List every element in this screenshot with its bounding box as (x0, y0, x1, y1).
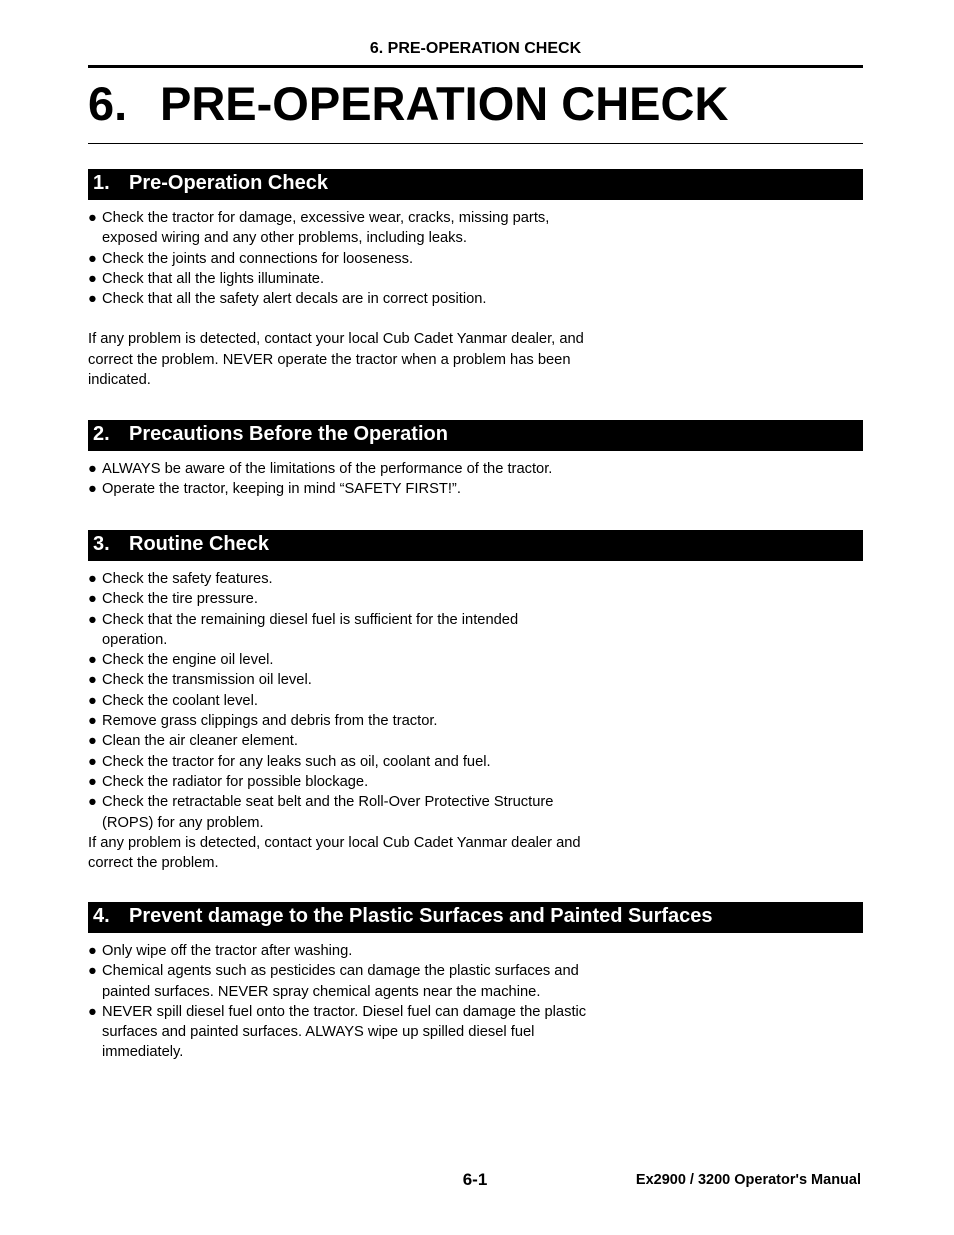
section-heading (88, 169, 863, 200)
page-number: 6-1 (462, 1170, 488, 1189)
manual-title: Ex2900 / 3200 Operator's Manual (635, 1172, 861, 1188)
bullet-icon: ● (88, 250, 97, 267)
bullet-icon: ● (88, 481, 97, 498)
bullet-icon: ● (88, 963, 97, 980)
list-item: ● Check that all the safety alert decals are in correct position. (88, 289, 608, 309)
section-number: 2. (93, 423, 110, 445)
section-note: If any problem is detected, contact your local Cub Cadet Yanmar dealer and correct the problem. (88, 834, 581, 872)
list-item: ● Operate the tractor, keeping in mind “SAFETY FIRST!”. (88, 479, 608, 499)
bullet-icon: ● (88, 652, 97, 669)
bullet-icon: ● (88, 692, 97, 709)
section-routine-check (88, 530, 863, 873)
list-item: ● Check the coolant level. (88, 691, 608, 711)
bullet-icon: ● (88, 794, 97, 811)
section-pre-operation-check (88, 169, 863, 390)
section-number: 1. (93, 172, 110, 194)
list-item: ● Clean the air cleaner element. (88, 731, 608, 751)
section-note: If any problem is detected, contact your local Cub Cadet Yanmar dealer, and correct the problem. NEVER operate the tractor when a problem has been indicated. (88, 331, 584, 389)
bullet-icon: ● (88, 461, 97, 477)
list-item: ● Check that the remaining diesel fuel is sufficient for the intended operation. (88, 611, 519, 648)
bullet-icon: ● (88, 733, 97, 750)
section-heading (88, 902, 863, 933)
bullet-icon: ● (88, 611, 97, 628)
list-item: ● Check the tractor for any leaks such as oil, coolant and fuel. (88, 752, 608, 772)
bullet-icon: ● (88, 713, 97, 730)
bullet-list (88, 941, 608, 1063)
bullet-list (88, 208, 608, 309)
bullet-icon: ● (88, 270, 97, 287)
section-precautions (88, 420, 863, 500)
list-item: ● Only wipe off the tractor after washing. (88, 941, 608, 961)
section-title: Precautions Before the Operation (129, 423, 448, 445)
list-item: ● Chemical agents such as pesticides can damage the plastic surfaces and painted surfaces. NEVER spray chemical agents near the machine. (88, 963, 579, 1000)
chapter-title-text: PRE-OPERATION CHECK (160, 77, 729, 130)
list-item: ● Check that all the lights illuminate. (88, 269, 608, 289)
section-heading (88, 420, 863, 451)
section-title: Pre-Operation Check (129, 172, 328, 194)
list-item: ● Check the safety features. (88, 569, 608, 589)
section-prevent-damage (88, 902, 863, 1063)
section-heading (88, 530, 863, 561)
chapter-number: 6. (88, 77, 128, 130)
bullet-icon: ● (88, 210, 97, 226)
chapter-title (88, 76, 863, 132)
header-rule (88, 65, 863, 68)
list-item: ● Remove grass clippings and debris from the tractor. (88, 711, 608, 731)
section-title: Prevent damage to the Plastic Surfaces and Painted Surfaces (129, 905, 713, 927)
bullet-icon: ● (88, 672, 97, 689)
list-item: ● NEVER spill diesel fuel onto the tractor. Diesel fuel can damage the plastic surfaces and painted surfaces. ALWAYS wipe up spilled diesel fuel immediately. (88, 1003, 587, 1061)
running-header: 6. PRE-OPERATION CHECK (369, 40, 582, 57)
list-item: ● ALWAYS be aware of the limitations of the performance of the tractor. (88, 459, 608, 479)
bullet-icon: ● (88, 1003, 97, 1020)
list-item: ● Check the tire pressure. (88, 589, 608, 609)
bullet-icon: ● (88, 571, 97, 587)
bullet-icon: ● (88, 291, 97, 308)
list-item: ● Check the transmission oil level. (88, 670, 608, 690)
list-item: ● Check the radiator for possible blockage. (88, 772, 608, 792)
list-item: ● Check the tractor for damage, excessive wear, cracks, missing parts, exposed wiring and any other problems, including leaks. (88, 210, 550, 247)
chapter-rule (88, 143, 863, 144)
bullet-icon: ● (88, 753, 97, 770)
list-item: ● Check the joints and connections for looseness. (88, 249, 608, 269)
section-number: 4. (93, 905, 110, 927)
bullet-icon: ● (88, 591, 97, 608)
bullet-list (88, 569, 608, 833)
bullet-icon: ● (88, 943, 97, 959)
list-item: ● Check the engine oil level. (88, 650, 608, 670)
list-item: ● Check the retractable seat belt and the Roll-Over Protective Structure (ROPS) for any problem. (88, 794, 554, 831)
section-title: Routine Check (129, 533, 270, 555)
section-number: 3. (93, 533, 110, 555)
bullet-icon: ● (88, 773, 97, 790)
bullet-list (88, 459, 608, 500)
